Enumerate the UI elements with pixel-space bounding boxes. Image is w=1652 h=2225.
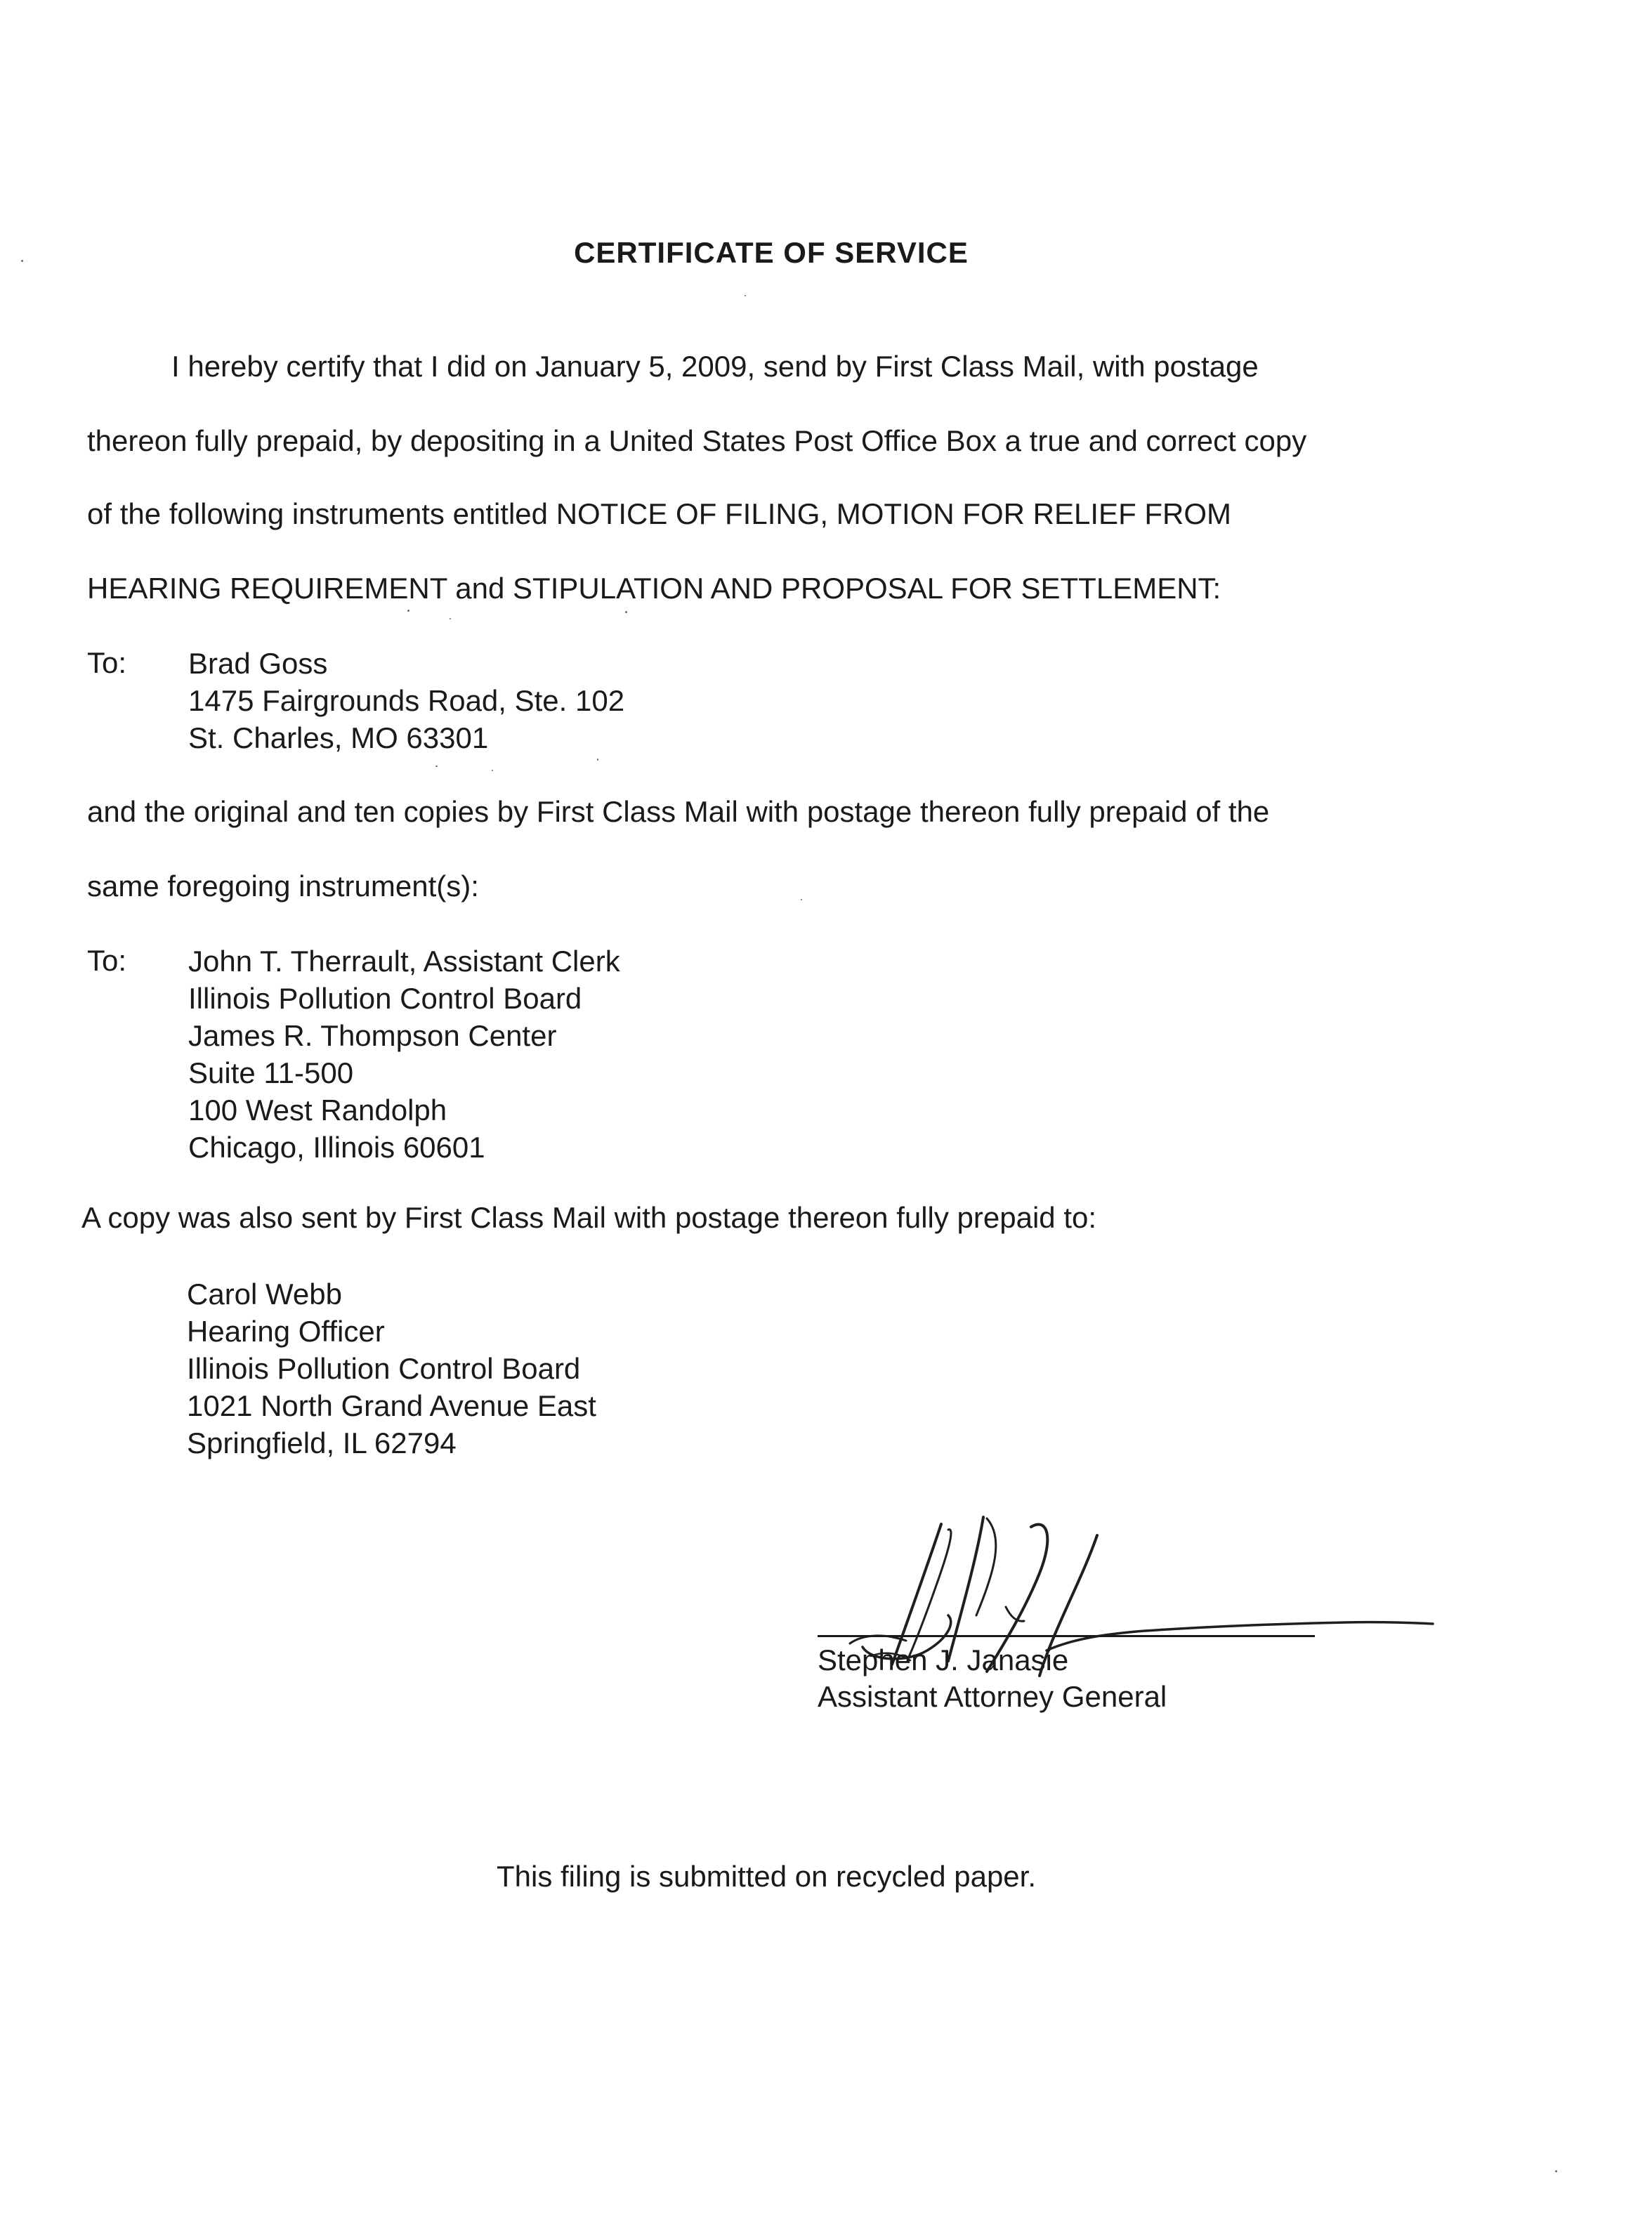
paragraph1-line2: thereon fully prepaid, by depositing in a United States Post Office Box a true and correct copy <box>87 424 1307 457</box>
paragraph1-line3: of the following instruments entitled NOTICE OF FILING, MOTION FOR RELIEF FROM <box>87 497 1232 530</box>
recipient3-address <box>187 1275 596 1462</box>
scan-speck <box>801 899 802 900</box>
recycled-paper-note: This filing is submitted on recycled paper. <box>496 1860 1037 1893</box>
recipient3-line: Illinois Pollution Control Board <box>187 1352 581 1385</box>
recipient3-line: Carol Webb <box>187 1278 342 1311</box>
recipient1-line: St. Charles, MO 63301 <box>188 721 489 754</box>
scan-speck <box>625 611 627 613</box>
scan-speck <box>407 610 409 612</box>
recipient3-line: Hearing Officer <box>187 1315 385 1348</box>
scan-speck <box>597 759 598 761</box>
scan-speck <box>492 770 493 771</box>
recipient2-line: 100 West Randolph <box>188 1094 447 1127</box>
signature-block <box>818 1642 1167 1715</box>
paragraph1-line4: HEARING REQUIREMENT and STIPULATION AND PROPOSAL FOR SETTLEMENT: <box>87 572 1221 605</box>
paragraph3: A copy was also sent by First Class Mail with postage thereon fully prepaid to: <box>81 1201 1097 1234</box>
recipient1-line: Brad Goss <box>188 647 328 680</box>
recipient2-line: James R. Thompson Center <box>188 1019 557 1052</box>
recipient2-address <box>188 943 620 1166</box>
scan-speck <box>435 766 438 767</box>
signer-name: Stephen J. Janasie <box>818 1643 1069 1676</box>
recipient3-line: Springfield, IL 62794 <box>187 1426 457 1459</box>
recipient1-address <box>188 645 624 756</box>
scan-speck <box>745 295 746 296</box>
scan-speck <box>450 618 451 619</box>
signature-line <box>818 1635 1315 1637</box>
recipient2-line: Suite 11-500 <box>188 1056 354 1089</box>
recipient1-to-label: To: <box>87 646 127 679</box>
recipient1-line: 1475 Fairgrounds Road, Ste. 102 <box>188 684 625 717</box>
recipient2-line: Chicago, Illinois 60601 <box>188 1131 485 1164</box>
paragraph1-line1: I hereby certify that I did on January 5, 2009, send by First Class Mail, with postage <box>171 350 1259 383</box>
signer-title: Assistant Attorney General <box>818 1680 1167 1713</box>
scan-speck <box>1555 2170 1557 2172</box>
paragraph2-line2: same foregoing instrument(s): <box>87 869 479 903</box>
paragraph2-line1: and the original and ten copies by First Class Mail with postage thereon fully prepaid of the <box>87 795 1270 828</box>
scan-speck <box>21 260 23 262</box>
recipient2-to-label: To: <box>87 944 127 977</box>
recipient2-line: Illinois Pollution Control Board <box>188 982 582 1015</box>
recipient2-line: John T. Therrault, Assistant Clerk <box>188 945 620 978</box>
recipient3-line: 1021 North Grand Avenue East <box>187 1389 596 1422</box>
document-title: CERTIFICATE OF SERVICE <box>574 236 969 269</box>
